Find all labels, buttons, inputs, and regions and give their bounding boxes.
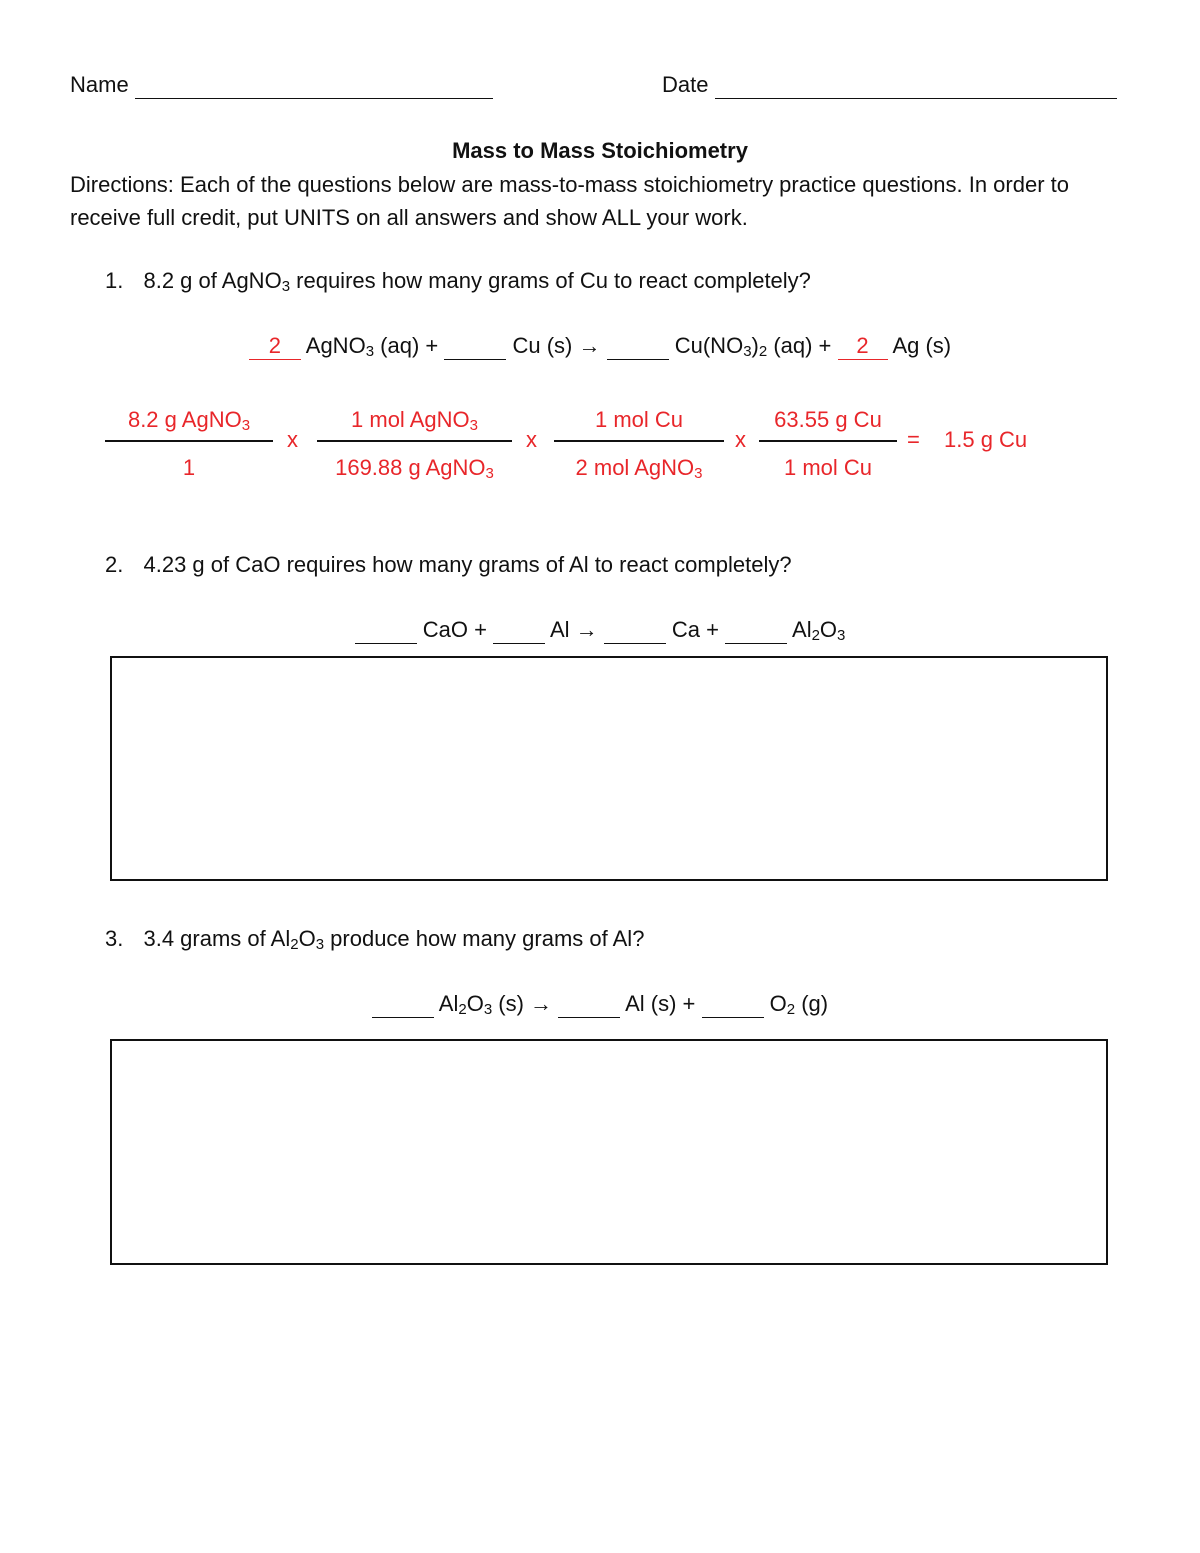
equation-term: $Al_2O_3$: [792, 617, 846, 644]
question-3: [105, 926, 644, 952]
date-blank[interactable]: [715, 72, 1117, 99]
fraction-given: [105, 407, 273, 487]
name-field-row: [70, 72, 493, 99]
answer-result: 1.5 g Cu: [944, 427, 1028, 452]
equals-sign: =: [907, 427, 920, 452]
question-number: 1.: [105, 268, 124, 293]
fraction-numerator: 8.2 g AgNO$_3$: [127, 407, 251, 434]
question-text: 8.2 g of AgNO$_3$ requires how many grams of Cu to react completely?: [143, 268, 811, 295]
question-number: 3.: [105, 926, 124, 951]
equation-1: [0, 333, 1200, 360]
multiply-sign: x: [287, 427, 298, 452]
work-box-question-3[interactable]: [110, 1039, 1108, 1265]
fraction-numerator: 63.55 g Cu: [774, 407, 882, 432]
equation-term: AgNO$_3$ (aq) +: [305, 333, 439, 360]
work-box-question-2[interactable]: [110, 656, 1108, 881]
question-2: [105, 552, 792, 578]
multiply-sign: x: [526, 427, 537, 452]
equation-term: Al →: [549, 617, 598, 642]
coefficient-blank[interactable]: [604, 617, 666, 644]
fraction-denominator: 2 mol AgNO$_3$: [575, 455, 703, 482]
equation-term: $Al_2O_3$ (s) →: [438, 991, 553, 1018]
coefficient-blank[interactable]: [355, 617, 417, 644]
coefficient-blank[interactable]: 2: [838, 333, 888, 360]
coefficient-blank[interactable]: [607, 333, 669, 360]
fraction-mole-ratio: [554, 407, 724, 487]
fraction-denominator: 169.88 g AgNO$_3$: [335, 455, 494, 482]
equation-term: CaO +: [422, 617, 487, 642]
equation-term: Al (s) +: [625, 991, 696, 1016]
question-text: 3.4 grams of $Al_2O_3$ produce how many grams of Al?: [143, 926, 645, 953]
coefficient-blank[interactable]: [702, 991, 764, 1018]
question-1: [105, 268, 811, 294]
equation-term: Cu (s) →: [512, 333, 601, 358]
fraction-bar: [317, 440, 512, 442]
coefficient-blank[interactable]: [493, 617, 545, 644]
equation-2: [0, 617, 1200, 644]
directions: Directions: Each of the questions below are mass-to-mass stoichiometry practice questions. In order to receive full credit, put UNITS on all answers and show ALL your work.: [70, 172, 1070, 230]
coefficient-blank[interactable]: [372, 991, 434, 1018]
fraction-denominator: 1: [182, 455, 196, 480]
name-blank[interactable]: [135, 72, 493, 99]
equation-3: [0, 991, 1200, 1018]
question-number: 2.: [105, 552, 124, 577]
coefficient-blank[interactable]: [444, 333, 506, 360]
fraction-numerator: 1 mol AgNO$_3$: [351, 407, 478, 434]
equation-term: $O_2$ (g): [769, 991, 829, 1018]
coefficient-blank[interactable]: [725, 617, 787, 644]
equation-term: $Cu(NO_3)_2$ (aq) +: [674, 333, 832, 360]
equation-term: Ag (s): [892, 333, 952, 358]
fraction-denominator: 1 mol Cu: [783, 455, 873, 480]
multiply-sign: x: [735, 427, 746, 452]
coefficient-blank[interactable]: 2: [249, 333, 301, 360]
page-title: Mass to Mass Stoichiometry: [452, 138, 748, 163]
name-label: Name: [70, 72, 129, 97]
date-field-row: [662, 72, 1117, 99]
fraction-molar-mass: [317, 407, 512, 487]
question-text: 4.23 g of CaO requires how many grams of Al to react completely?: [143, 552, 792, 577]
fraction-bar: [759, 440, 897, 442]
date-label: Date: [662, 72, 709, 97]
fraction-molar-mass-cu: [759, 407, 897, 487]
fraction-numerator: 1 mol Cu: [594, 407, 684, 432]
coefficient-blank[interactable]: [558, 991, 620, 1018]
fraction-bar: [105, 440, 273, 442]
fraction-bar: [554, 440, 724, 442]
equation-term: Ca +: [671, 617, 719, 642]
